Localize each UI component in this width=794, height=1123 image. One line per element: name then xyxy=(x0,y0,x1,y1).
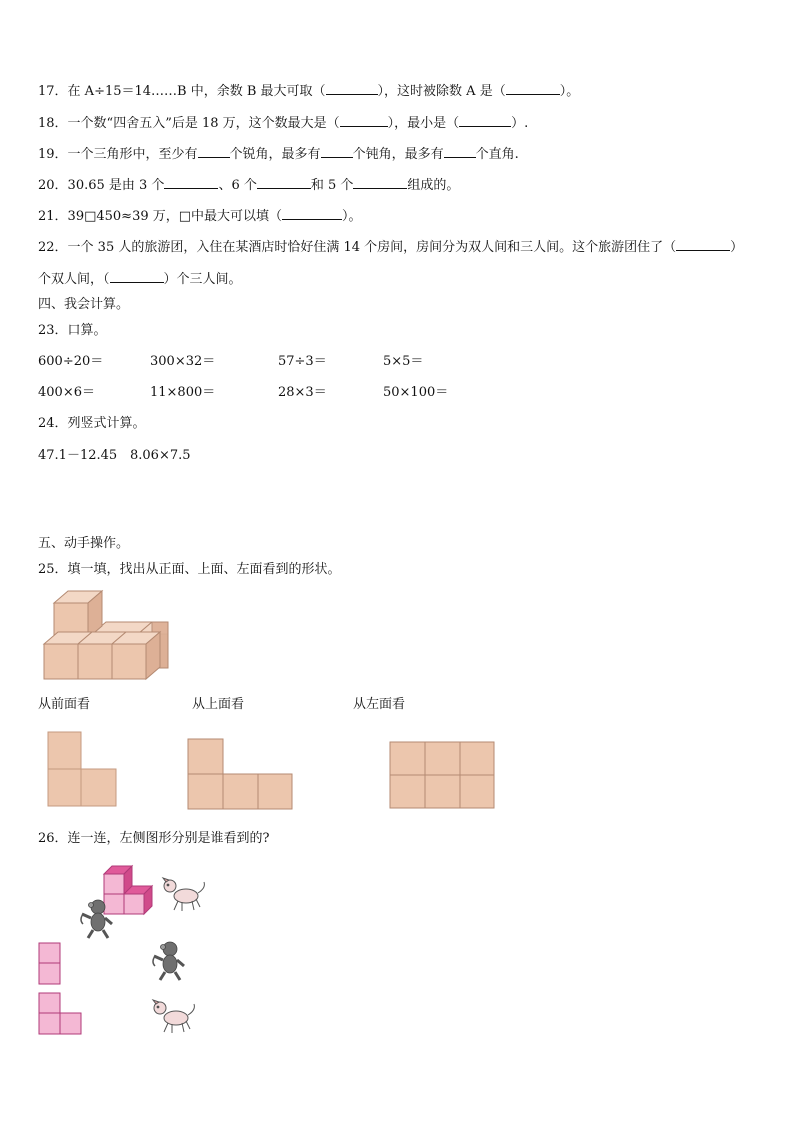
question-26-title: 26．连一连，左侧图形分别是谁看到的? xyxy=(38,831,270,846)
left-view-figure xyxy=(389,741,497,811)
vertical-calc: 8.06×7.5 xyxy=(130,448,191,463)
vertical-calc: 47.1－12.45 xyxy=(38,448,118,463)
q17-blank-2[interactable] xyxy=(506,82,560,95)
oral-calc: 5×5＝ xyxy=(383,354,424,369)
oral-calc: 11×800＝ xyxy=(150,385,216,400)
q22-text-b: ） xyxy=(730,240,744,255)
q22-blank-2[interactable] xyxy=(110,270,164,283)
q22-text-a: 22．一个 35 人的旅游团，入住在某酒店时恰好住满 14 个房间，房间分为双人间和三人间。这个旅游团住了（ xyxy=(38,240,677,255)
view-label-front: 从前面看 xyxy=(38,697,91,712)
oral-calc: 400×6＝ xyxy=(38,385,95,400)
q20-text-d: 组成的。 xyxy=(407,178,460,193)
oral-calc: 600÷20＝ xyxy=(38,354,104,369)
q18-blank-2[interactable] xyxy=(459,114,511,127)
monkey-icon xyxy=(78,898,114,940)
q22-text-d: ）个三人间。 xyxy=(163,272,242,287)
q21-text-a: 21．39□450≈39 万，□中最大可以填（ xyxy=(38,209,283,224)
view-label-top: 从上面看 xyxy=(192,697,245,712)
question-22-line-2 xyxy=(38,270,242,289)
question-18 xyxy=(38,114,528,133)
q18-text-b: ），最小是（ xyxy=(387,116,460,131)
q18-text-c: ）. xyxy=(511,116,529,131)
q20-blank-1[interactable] xyxy=(164,176,218,189)
q17-text-b: ），这时被除数 A 是（ xyxy=(377,84,506,99)
front-view-figure xyxy=(46,731,120,809)
oral-calc: 50×100＝ xyxy=(383,385,449,400)
view-label-left: 从左面看 xyxy=(353,697,406,712)
q22-blank-1[interactable] xyxy=(676,238,730,251)
q19-text-c: 个钝角，最多有 xyxy=(352,147,444,162)
q21-text-b: ）。 xyxy=(342,209,362,224)
section-4-title: 四、我会计算。 xyxy=(38,297,130,312)
dog-icon xyxy=(160,874,210,914)
q19-text-b: 个锐角，最多有 xyxy=(229,147,321,162)
section-5-title: 五、动手操作。 xyxy=(38,536,130,551)
q17-text-c: ）。 xyxy=(559,84,580,99)
q19-text-a: 19．一个三角形中，至少有 xyxy=(38,147,198,162)
question-22-line-1 xyxy=(38,238,743,257)
q18-text-a: 18．一个数“四舍五入”后是 18 万，这个数最大是（ xyxy=(38,116,340,131)
question-17 xyxy=(38,82,579,101)
oral-calc: 28×3＝ xyxy=(278,385,327,400)
q19-text-d: 个直角. xyxy=(475,147,519,162)
oral-calc: 57÷3＝ xyxy=(278,354,327,369)
q20-blank-3[interactable] xyxy=(353,176,407,189)
question-19 xyxy=(38,145,519,164)
q17-blank-1[interactable] xyxy=(326,82,378,95)
q20-blank-2[interactable] xyxy=(257,176,311,189)
shape-l-form xyxy=(38,992,84,1036)
question-23-title: 23．口算。 xyxy=(38,323,107,338)
q20-text-a: 20．30.65 是由 3 个 xyxy=(38,178,165,193)
question-25-title: 25．填一填，找出从正面、上面、左面看到的形状。 xyxy=(38,562,341,577)
question-21 xyxy=(38,207,362,226)
top-view-figure xyxy=(186,738,296,812)
dog-icon xyxy=(150,996,200,1036)
q20-text-b: 、6 个 xyxy=(218,178,257,193)
question-20 xyxy=(38,176,459,195)
q17-text-a: 17．在 A÷15＝14……B 中，余数 B 最大可取（ xyxy=(38,84,326,99)
shape-two-stack xyxy=(38,942,62,986)
q19-blank-3[interactable] xyxy=(444,145,476,158)
q22-text-c: 个双人间，（ xyxy=(38,272,110,287)
q20-text-c: 和 5 个 xyxy=(310,178,354,193)
monkey-icon xyxy=(150,940,186,982)
q21-blank-1[interactable] xyxy=(282,207,342,220)
q19-blank-1[interactable] xyxy=(198,145,230,158)
q19-blank-2[interactable] xyxy=(321,145,353,158)
q18-blank-1[interactable] xyxy=(340,114,388,127)
cube-arrangement-figure xyxy=(38,588,178,684)
oral-calc: 300×32＝ xyxy=(150,354,216,369)
question-24-title: 24．列竖式计算。 xyxy=(38,416,146,431)
